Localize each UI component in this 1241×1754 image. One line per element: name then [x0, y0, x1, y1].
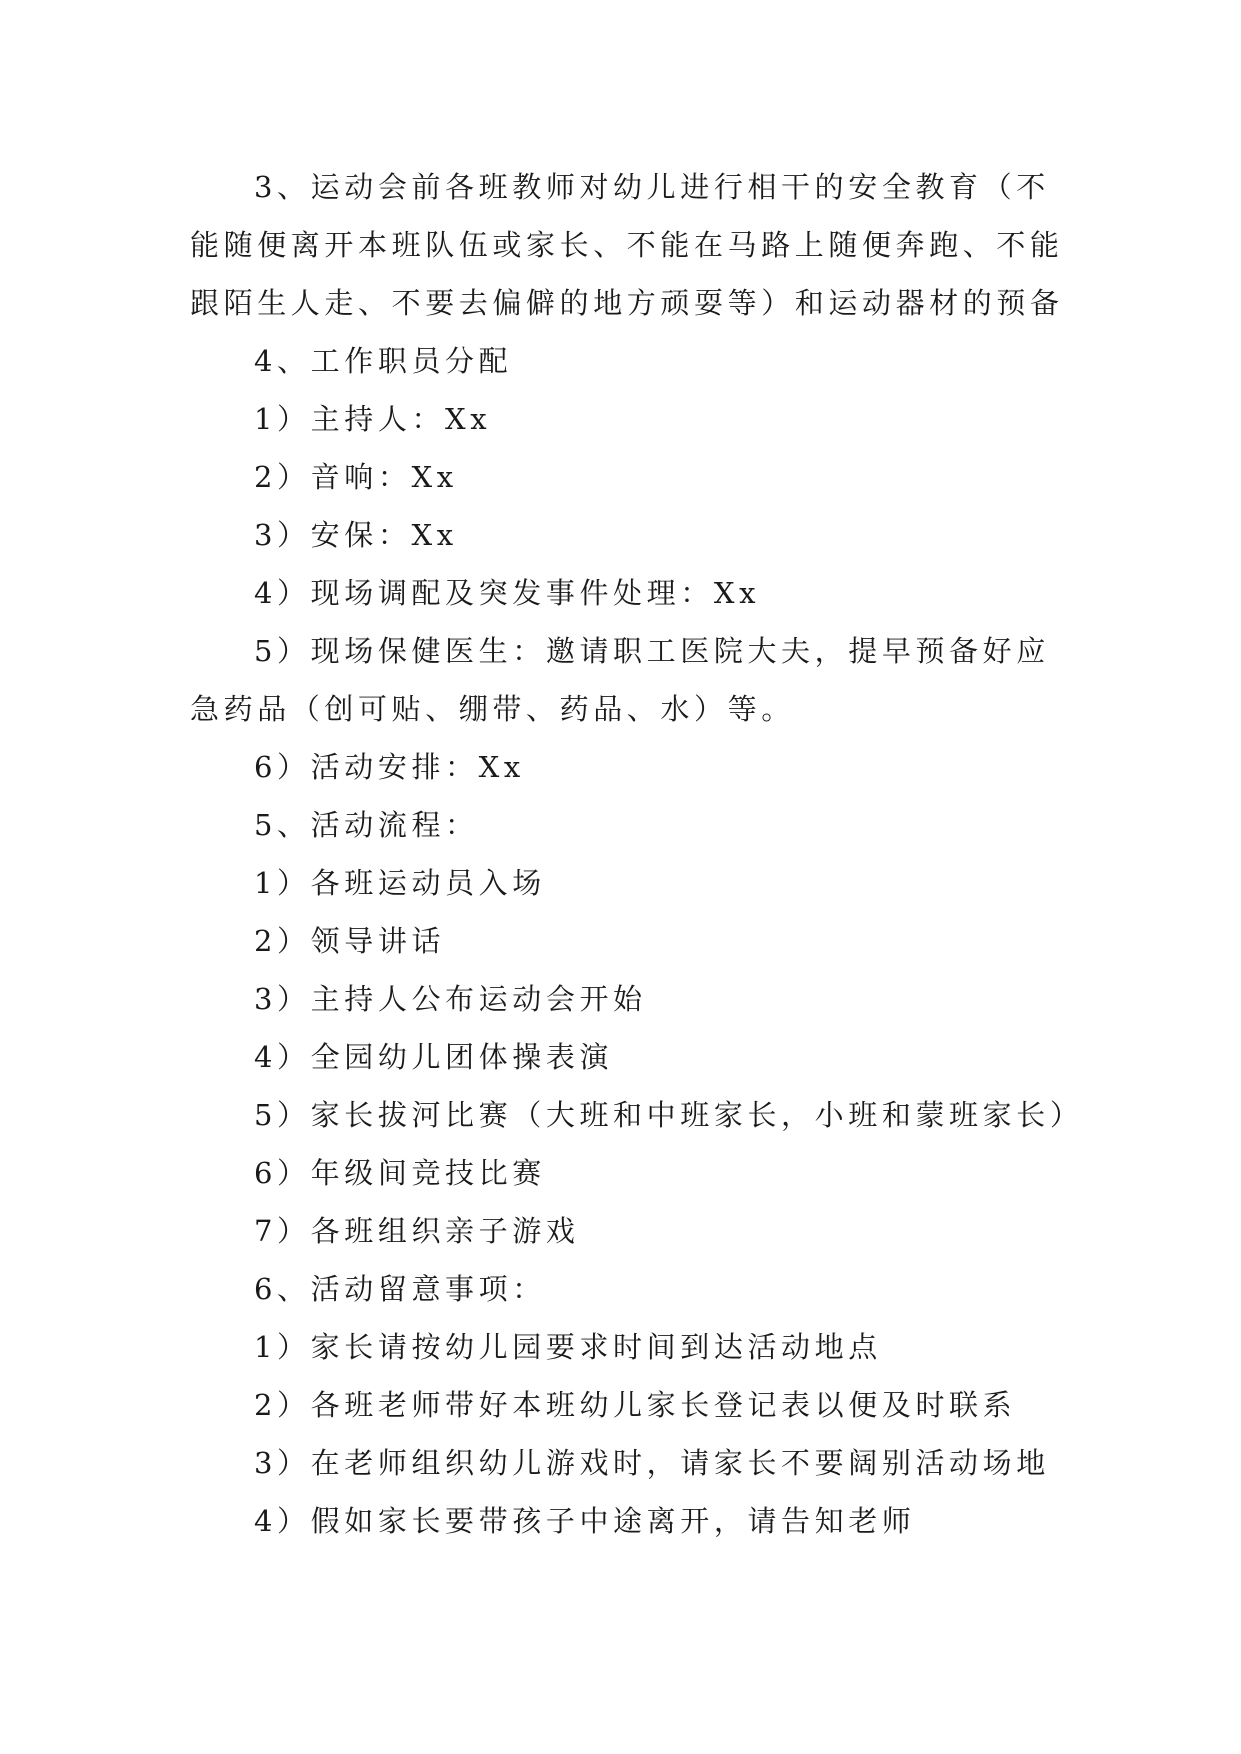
document-body — [190, 158, 1084, 1550]
notes-item-stay-on-site: 3）在老师组织幼儿游戏时，请家长不要阔别活动场地 — [254, 1446, 1050, 1480]
flow-item-speech: 2）领导讲话 — [254, 924, 446, 958]
flow-item-tug-of-war: 5）家长拔河比赛（大班和中班家长，小班和蒙班家长） — [254, 1098, 1084, 1132]
flow-item-entrance: 1）各班运动员入场 — [254, 866, 546, 900]
notes-item-registration-form: 2）各班老师带好本班幼儿家长登记表以便及时联系 — [254, 1388, 1017, 1422]
staff-item-host: 1）主持人：Xx — [254, 402, 492, 436]
staff-item-schedule: 6）活动安排：Xx — [254, 750, 525, 784]
staff-item-onsite-coordination: 4）现场调配及突发事件处理：Xx — [254, 576, 761, 610]
flow-item-parent-child-games: 7）各班组织亲子游戏 — [254, 1214, 580, 1248]
staff-item-audio: 2）音响：Xx — [254, 460, 458, 494]
flow-item-group-exercise: 4）全园幼儿团体操表演 — [254, 1040, 614, 1074]
staff-assignment-heading: 4、工作职员分配 — [254, 344, 513, 378]
notes-heading: 6、活动留意事项： — [254, 1272, 546, 1306]
staff-item-doctor-line-1: 5）现场保健医生：邀请职工医院大夫，提早预备好应 — [254, 634, 1050, 668]
safety-education-paragraph-line-3: 跟陌生人走、不要去偏僻的地方顽耍等）和运动器材的预备 — [190, 286, 1064, 320]
staff-item-security: 3）安保：Xx — [254, 518, 458, 552]
safety-education-paragraph-line-2: 能随便离开本班队伍或家长、不能在马路上随便奔跑、不能 — [190, 228, 1064, 262]
notes-item-arrival-time: 1）家长请按幼儿园要求时间到达活动地点 — [254, 1330, 882, 1364]
notes-item-early-leave: 4）假如家长要带孩子中途离开，请告知老师 — [254, 1504, 916, 1538]
activity-flow-heading: 5、活动流程： — [254, 808, 479, 842]
flow-item-grade-competition: 6）年级间竞技比赛 — [254, 1156, 546, 1190]
safety-education-paragraph-line-1: 3、运动会前各班教师对幼儿进行相干的安全教育（不 — [254, 170, 1050, 204]
flow-item-opening: 3）主持人公布运动会开始 — [254, 982, 647, 1016]
staff-item-doctor-line-2: 急药品（创可贴、绷带、药品、水）等。 — [190, 692, 795, 726]
